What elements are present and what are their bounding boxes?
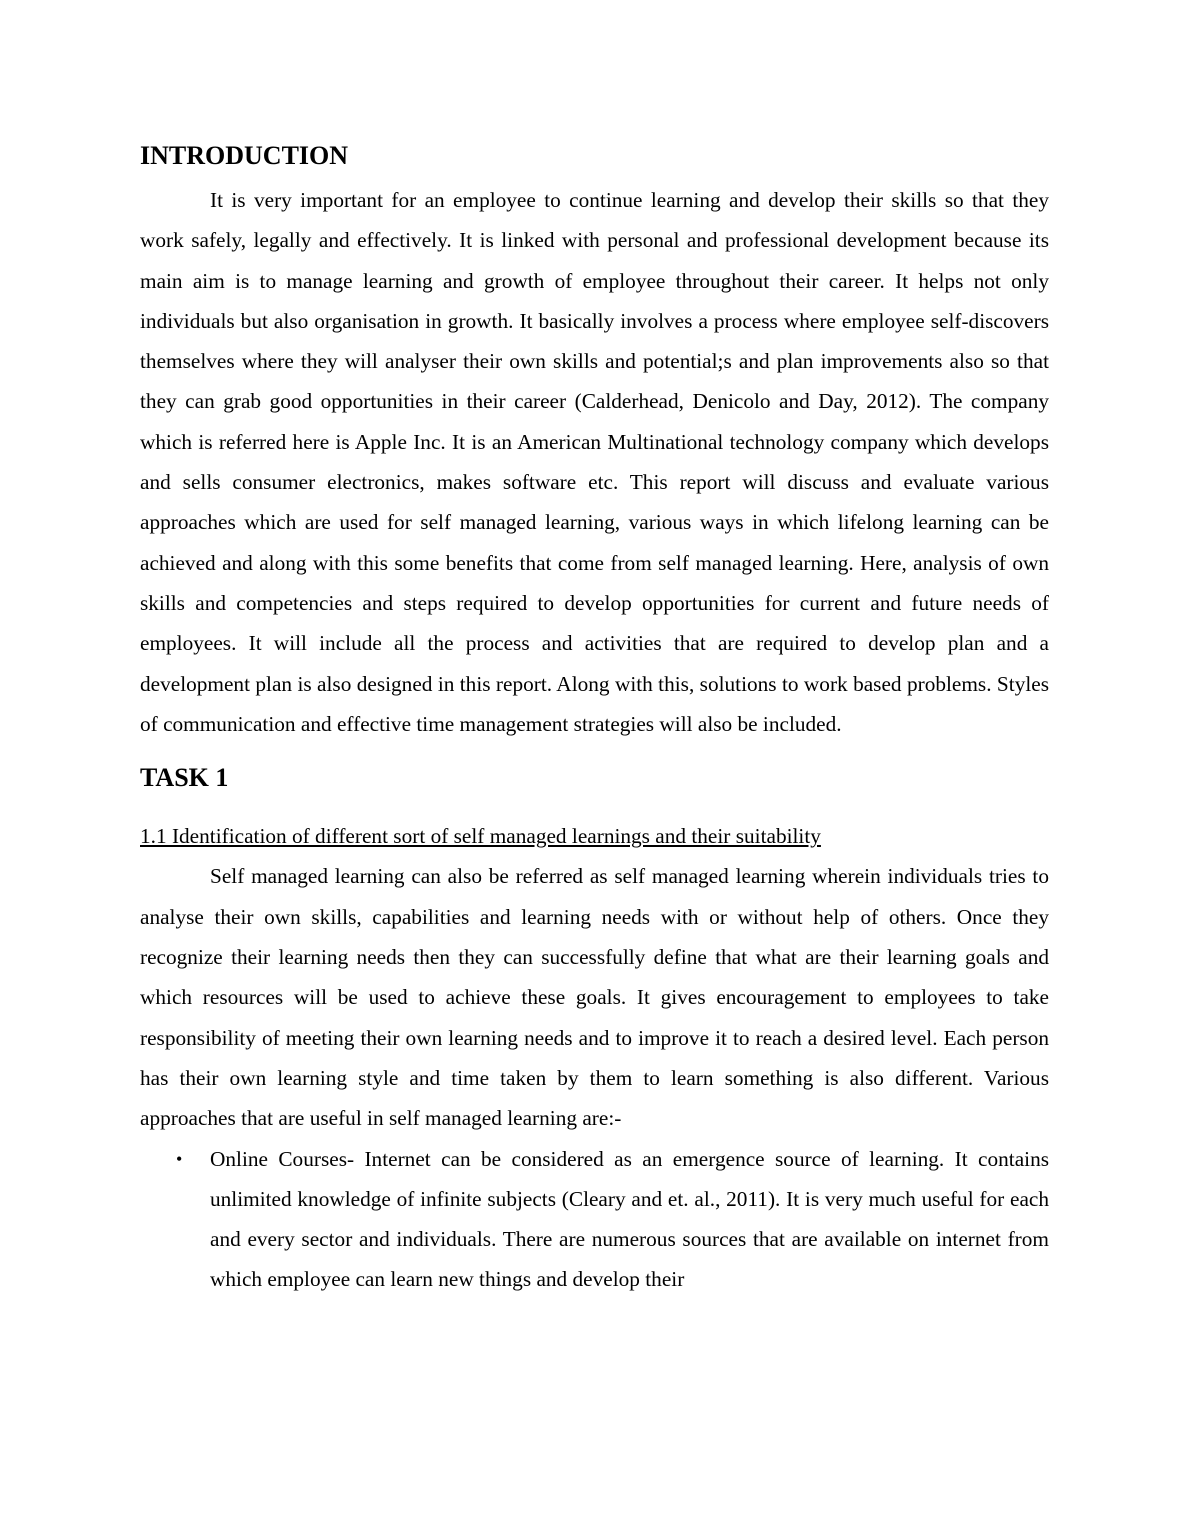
task1-heading: TASK 1 — [140, 763, 229, 793]
introduction-paragraph: It is very important for an employee to continue learning and develop their skills so that they work safely, legally and effectively. It is linked with personal and professional development because its main aim is to manage learning and growth of employee throughout their career. It helps not only individuals but also organisation in growth. It basically involves a process where employee self-discovers themselves where they will analyser their own skills and potential;s and plan improvements also so that they can grab good opportunities in their career (Calderhead, Denicolo and Day, 2012). The company which is referred here is Apple Inc. It is an American Multinational technology company which develops and sells consumer electronics, makes software etc. This report will discuss and evaluate various approaches which are used for self managed learning, various ways in which lifelong learning can be achieved and along with this some benefits that come from self managed learning. Here, analysis of own skills and competencies and steps required to develop opportunities for current and future needs of employees. It will include all the process and activities that are required to develop plan and a development plan is also designed in this report. Along with this, solutions to work based problems. Styles of communication and effective time management strategies will also be included. — [140, 188, 1049, 736]
approaches-list — [140, 1139, 1049, 1300]
task1-paragraph: Self managed learning can also be referred as self managed learning wherein individuals tries to analyse their own skills, capabilities and learning needs with or without help of others. Once they recognize their learning needs then they can successfully define that what are their learning goals and which resources will be used to achieve these goals. It gives encouragement to employees to take responsibility of meeting their own learning needs and to improve it to reach a desired level. Each person has their own learning style and time taken by them to learn something is also different. Various approaches that are useful in self managed learning are:- — [140, 864, 1049, 1131]
list-item-text: Online Courses- Internet can be considered as an emergence source of learning. It contains unlimited knowledge of infinite subjects (Cleary and et. al., 2011). It is very much useful for each and every sector and individuals. There are numerous sources that are available on internet from which employee can learn new things and develop their — [210, 1146, 1049, 1292]
document-page — [140, 138, 1049, 1300]
bullet-icon: • — [176, 1148, 183, 1169]
introduction-heading: INTRODUCTION — [140, 141, 349, 170]
section-1-1-subheading: 1.1 Identification of different sort of self managed learnings and their suitability — [140, 824, 821, 849]
list-item — [140, 1139, 1049, 1300]
